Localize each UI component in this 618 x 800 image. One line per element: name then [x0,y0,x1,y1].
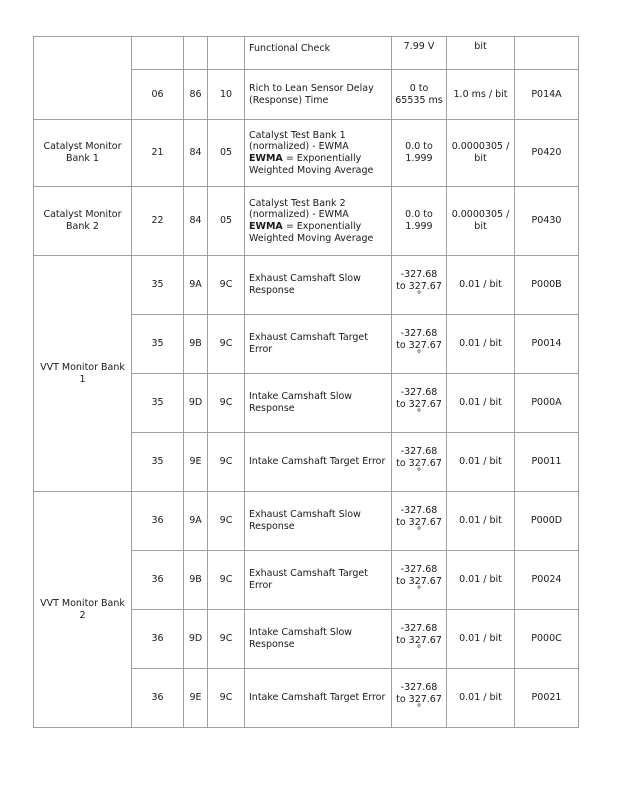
cid-cell: 9B [184,551,208,610]
range-cell [392,669,447,728]
tid-cell: 36 [132,669,184,728]
unit-cell: 0.01 / bit [447,669,515,728]
tid-cell: 35 [132,374,184,433]
mid-cell: 9C [208,610,245,669]
mid-cell: 05 [208,187,245,256]
unit-cell: 0.01 / bit [447,433,515,492]
description-cell: Rich to Lean Sensor Delay (Response) Time [245,70,392,120]
dtc-cell: P014A [515,70,579,120]
mid-cell [208,37,245,70]
range-cell: 0.0 to 1.999 [392,187,447,256]
dtc-cell: P000A [515,374,579,433]
degree-unit: ° [416,644,422,656]
monitor-cell: VVT Monitor Bank 1 [34,256,132,492]
description-cell: Exhaust Camshaft Slow Response [245,256,392,315]
range-cell [392,315,447,374]
degree-unit: ° [416,585,422,597]
description-cell [245,120,392,187]
dtc-cell: P0021 [515,669,579,728]
description-cell: Functional Check [245,37,392,70]
dtc-cell [515,37,579,70]
table-row [34,492,579,551]
range-text: -327.68 to 327.67 [396,328,442,351]
mid-cell: 9C [208,669,245,728]
range-text: -327.68 to 327.67 [396,446,442,469]
monitor-test-table [33,36,579,728]
cid-cell: 86 [184,70,208,120]
unit-cell: 0.01 / bit [447,610,515,669]
cid-cell: 9E [184,433,208,492]
table-row [34,37,579,70]
unit-cell: 0.01 / bit [447,374,515,433]
tid-cell: 36 [132,492,184,551]
dtc-cell: P0011 [515,433,579,492]
description-cell: Exhaust Camshaft Slow Response [245,492,392,551]
range-cell [392,256,447,315]
dtc-cell: P0014 [515,315,579,374]
range-cell [392,374,447,433]
tid-cell: 36 [132,610,184,669]
description-cell: Exhaust Camshaft Target Error [245,551,392,610]
description-bold: EWMA [249,153,283,164]
range-cell: 0.0 to 1.999 [392,120,447,187]
unit-cell: 0.01 / bit [447,492,515,551]
dtc-cell: P000D [515,492,579,551]
table-row [34,256,579,315]
dtc-cell: P0430 [515,187,579,256]
range-text: -327.68 to 327.67 [396,269,442,292]
description-cell: Intake Camshaft Target Error [245,669,392,728]
table-row [34,187,579,256]
range-cell: 0 to 65535 ms [392,70,447,120]
cid-cell: 9D [184,610,208,669]
dtc-cell: P0420 [515,120,579,187]
cid-cell: 9E [184,669,208,728]
degree-unit: ° [416,703,422,715]
dtc-cell: P000B [515,256,579,315]
cid-cell [184,37,208,70]
tid-cell: 06 [132,70,184,120]
range-text: -327.68 to 327.67 [396,623,442,646]
mid-cell: 9C [208,551,245,610]
unit-cell: 0.0000305 / bit [447,120,515,187]
range-cell [392,610,447,669]
description-bold: EWMA [249,221,283,232]
table-row [34,120,579,187]
degree-unit: ° [416,290,422,302]
mid-cell: 05 [208,120,245,187]
dtc-cell: P0024 [515,551,579,610]
tid-cell [132,37,184,70]
monitor-cell: Catalyst Monitor Bank 1 [34,120,132,187]
cid-cell: 9D [184,374,208,433]
mid-cell: 9C [208,256,245,315]
range-text: -327.68 to 327.67 [396,505,442,528]
description-text: = Exponentially Weighted Moving Average [249,153,374,176]
monitor-cell: VVT Monitor Bank 2 [34,492,132,728]
description-cell: Exhaust Camshaft Target Error [245,315,392,374]
mid-cell: 9C [208,433,245,492]
tid-cell: 36 [132,551,184,610]
mid-cell: 9C [208,374,245,433]
unit-cell: 0.01 / bit [447,256,515,315]
description-cell: Intake Camshaft Slow Response [245,610,392,669]
description-text: Catalyst Test Bank 2 (normalized) - EWMA [249,197,349,221]
description-cell: Intake Camshaft Target Error [245,433,392,492]
range-cell [392,433,447,492]
degree-unit: ° [416,467,422,479]
unit-cell: 0.01 / bit [447,551,515,610]
unit-cell: 0.01 / bit [447,315,515,374]
tid-cell: 21 [132,120,184,187]
range-cell [392,551,447,610]
mid-cell: 10 [208,70,245,120]
description-text: Catalyst Test Bank 1 (normalized) - EWMA [249,129,349,153]
description-text: = Exponentially Weighted Moving Average [249,221,374,244]
cid-cell: 9A [184,256,208,315]
monitor-cell: Catalyst Monitor Bank 2 [34,187,132,256]
unit-cell: 0.0000305 / bit [447,187,515,256]
tid-cell: 35 [132,256,184,315]
tid-cell: 22 [132,187,184,256]
degree-unit: ° [416,526,422,538]
range-text: -327.68 to 327.67 [396,564,442,587]
range-text: -327.68 to 327.67 [396,387,442,410]
mid-cell: 9C [208,315,245,374]
tid-cell: 35 [132,433,184,492]
unit-cell: 1.0 ms / bit [447,70,515,120]
cid-cell: 84 [184,187,208,256]
description-cell: Intake Camshaft Slow Response [245,374,392,433]
description-cell [245,187,392,256]
degree-unit: ° [416,408,422,420]
mid-cell: 9C [208,492,245,551]
tid-cell: 35 [132,315,184,374]
range-cell: 7.99 V [392,37,447,70]
unit-cell: bit [447,37,515,70]
cid-cell: 9B [184,315,208,374]
cid-cell: 9A [184,492,208,551]
degree-unit: ° [416,349,422,361]
range-text: -327.68 to 327.67 [396,682,442,705]
dtc-cell: P000C [515,610,579,669]
monitor-cell [34,37,132,120]
range-cell [392,492,447,551]
cid-cell: 84 [184,120,208,187]
